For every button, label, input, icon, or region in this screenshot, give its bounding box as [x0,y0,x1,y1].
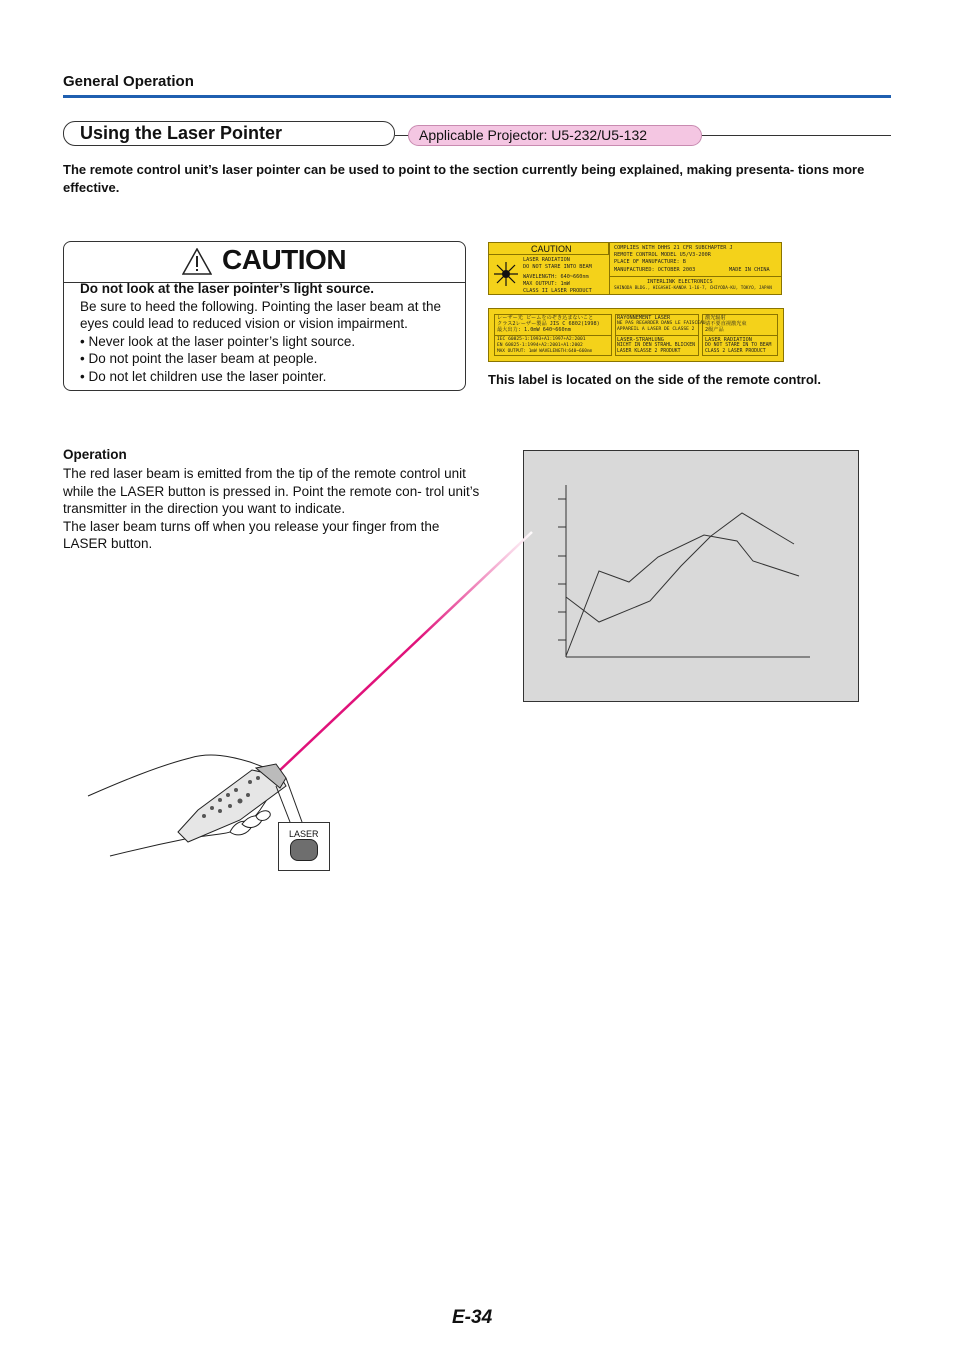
laser-warning-label-bottom [488,308,784,362]
label-text: 激光辐射 [705,315,726,321]
label-text: LASER-STRAHLUNG [617,337,664,343]
label-text: DO NOT STARE INTO BEAM [523,264,592,270]
label-text: LASER KLASSE 2 PRODUKT [617,349,681,354]
label-text: レーザー光 ビームをのぞき込まないこと [497,315,594,321]
label-text: CLASS 2 LASER PRODUCT [705,349,766,354]
label-caution-text: CAUTION [531,244,572,254]
label-text: 最大出力: 1.0mW 640~660nm [497,327,571,333]
laser-starburst-icon [493,261,519,287]
label-text: CLASS II LASER PRODUCT [523,288,592,294]
header-rule [63,95,891,98]
intro-paragraph: The remote control unit’s laser pointer can be used to point to the section currently being explained, making presenta- tions more effective. [63,162,865,195]
label-text: COMPLIES WITH DHHS 21 CFR SUBCHAPTER J [614,245,733,251]
label-text: LASER RADIATION [523,257,570,263]
label-text: 请不要直视激光束 [705,321,747,327]
label-text: MAX OUTPUT: 1mW [523,281,570,287]
label-text: INTERLINK ELECTRONICS [647,279,713,285]
label-text: RAYONNEMENT LASER [617,315,671,321]
caution-text: Be sure to heed the following. Pointing the laser beam at the eyes could lead to reduced vision or vision impairment. [80,298,441,331]
label-text: IEC 60825-1:1993+A1:1997+A2:2001 [497,337,586,342]
screen-graph-illustration [524,451,858,701]
laser-button-callout [278,822,330,871]
caution-list [80,333,460,386]
laser-button-label: LASER [289,829,319,839]
label-text: MAX OUTPUT: 1mW WAVELENGTH:640~660nm [497,349,593,354]
label-text: SHINODA BLDG., HIGASHI-KANDA 1-16-7, CHIYODA-KU, TOKYO, JAPAN [614,286,772,291]
list-item: • Never look at the laser pointer’s light source. [80,333,460,351]
label-caption: This label is located on the side of the remote control. [488,372,821,387]
list-item: • Do not let children use the laser pointer. [80,368,460,386]
laser-warning-label-top [488,242,782,295]
label-text: DO NOT STARE IN TO BEAM [705,343,772,348]
caution-heading: Do not look at the laser pointer’s light source. [80,281,375,296]
laser-button [290,839,318,861]
label-text: NE PAS REGARDER DANS LE FAISCEAU [617,321,706,326]
label-text: LASER RADIATION [705,337,752,343]
projection-screen [523,450,859,702]
label-text: MADE IN CHINA [729,267,770,273]
label-text: APPAREIL A LASER DE CLASSE 2 [617,327,695,332]
section-header: General Operation [63,73,194,90]
label-text: NICHT IN DEN STRAHL BLICKEN [617,343,695,348]
remote-control-hand-icon [88,755,302,856]
label-text: WAVELENGTH: 640~660nm [523,274,589,280]
applicable-projector-badge: Applicable Projector: U5-232/U5-132 [408,125,702,146]
caution-title: CAUTION [222,244,347,275]
warning-triangle-icon [182,248,212,275]
label-text: PLACE OF MANUFACTURE: B [614,259,686,265]
label-text: REMOTE CONTROL MODEL U5/V3-200R [614,252,711,258]
label-text: クラス2レーザー製品 JIS C 6802(1998) [497,321,600,327]
title-connector [395,135,409,136]
title-rule [702,135,891,136]
label-text: EN 60825-1:1994+A2:2001+A1:2002 [497,343,583,348]
label-text: MANUFACTURED: OCTOBER 2003 [614,267,696,273]
caution-body [80,280,460,385]
list-item: • Do not point the laser beam at people. [80,350,460,368]
caution-box [63,241,466,391]
operation-paragraph: The red laser beam is emitted from the tip of the remote control unit while the LASER button is pressed in. Point the remote con- trol unit’s transmitter in the direction you want to indicate. [63,466,480,517]
page-title: Using the Laser Pointer [63,121,395,146]
page-number: E-34 [452,1307,493,1328]
label-text: 2级产品 [705,327,724,333]
caution-header [64,242,465,283]
operation-title: Operation [63,447,127,462]
operation-paragraph: The laser beam turns off when you release your finger from the LASER button. [63,518,440,552]
